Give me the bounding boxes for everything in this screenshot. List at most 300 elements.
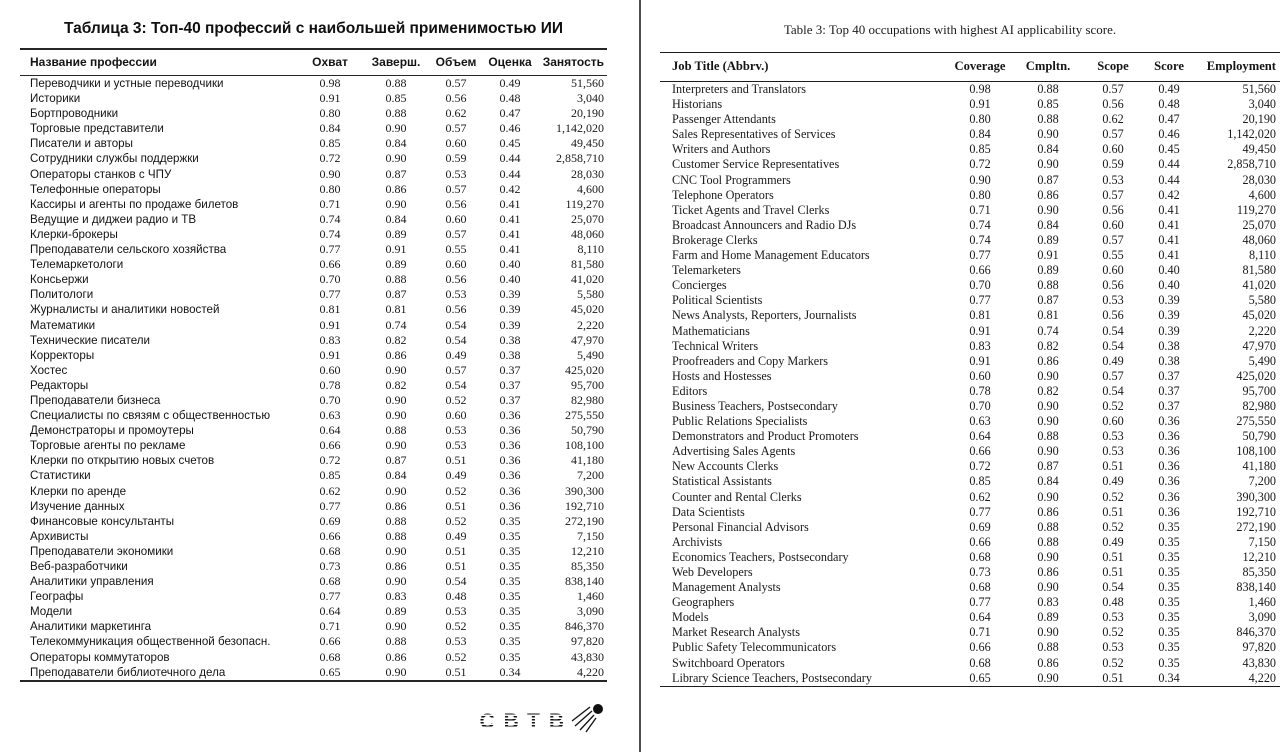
value-cell: 51,560 <box>1242 82 1276 96</box>
job-title-cell: Ticket Agents and Travel Clerks <box>672 202 830 217</box>
table-row <box>20 227 607 242</box>
job-title-cell: Historians <box>672 97 723 112</box>
value-cell: 0.84 <box>1037 142 1059 157</box>
table-row <box>660 369 1280 384</box>
value-cell: 0.72 <box>969 157 991 172</box>
value-cell: 0.85 <box>1037 97 1059 112</box>
value-cell: 0.60 <box>1102 142 1124 157</box>
value-cell: 0.82 <box>1037 383 1059 398</box>
job-title-cell: Торговые представители <box>30 122 164 136</box>
job-title-cell: Технические писатели <box>30 333 151 347</box>
table-row <box>660 640 1280 655</box>
table-row <box>20 302 607 317</box>
value-cell: 0.90 <box>1037 157 1059 172</box>
job-title-cell: Консьержи <box>30 273 89 287</box>
job-title-cell: Passenger Attendants <box>672 112 776 127</box>
value-cell: 0.88 <box>1037 112 1059 127</box>
job-title-cell: Географы <box>30 590 84 604</box>
value-cell: 12,210 <box>571 543 604 558</box>
value-cell: 0.86 <box>385 559 407 573</box>
value-cell: 0.66 <box>969 534 991 549</box>
table-row <box>20 423 607 438</box>
value-cell: 0.85 <box>969 474 991 489</box>
value-cell: 0.36 <box>1158 459 1180 474</box>
table-row <box>660 263 1280 278</box>
value-cell: 0.37 <box>499 392 521 407</box>
value-cell: 0.35 <box>499 559 521 573</box>
value-cell: 0.89 <box>385 257 407 272</box>
job-title-cell: Хостес <box>30 363 68 377</box>
job-title-cell: Market Research Analysts <box>672 625 800 640</box>
value-cell: 0.35 <box>1158 565 1180 579</box>
value-cell: 0.53 <box>445 166 467 181</box>
value-cell: 41,180 <box>1242 459 1276 474</box>
value-cell: 0.90 <box>1037 398 1059 413</box>
value-cell: 0.86 <box>385 181 407 196</box>
value-cell: 81,580 <box>1242 263 1276 278</box>
value-cell: 0.90 <box>385 151 407 166</box>
value-cell: 0.89 <box>1037 610 1059 625</box>
value-cell: 272,190 <box>565 513 604 528</box>
table-row <box>660 399 1280 414</box>
value-cell: 0.66 <box>319 528 341 543</box>
value-cell: 0.64 <box>969 429 991 444</box>
value-cell: 0.74 <box>385 317 407 332</box>
table-row <box>20 136 607 151</box>
table-row <box>20 348 607 363</box>
left-table <box>20 48 607 682</box>
value-cell: 0.89 <box>385 226 407 241</box>
value-cell: 0.35 <box>499 589 521 604</box>
value-cell: 0.45 <box>499 136 521 151</box>
value-cell: 4,600 <box>577 181 604 196</box>
value-cell: 0.88 <box>1037 640 1059 655</box>
right-column-header: Cmpltn. <box>1025 59 1071 73</box>
value-cell: 0.40 <box>1158 278 1180 293</box>
job-title-cell: Technical Writers <box>672 338 759 353</box>
table-row <box>660 233 1280 248</box>
job-title-cell: Клерки-брокеры <box>30 227 118 241</box>
table-row <box>660 324 1280 339</box>
value-cell: 0.87 <box>385 287 407 302</box>
value-cell: 0.98 <box>319 76 341 90</box>
value-cell: 0.72 <box>969 459 991 474</box>
table-row <box>660 203 1280 218</box>
right-table-title: Table 3: Top 40 occupations with highest AI applicability score. <box>783 22 1117 37</box>
value-cell: 50,790 <box>1242 429 1276 444</box>
table-row <box>20 665 607 681</box>
value-cell: 0.77 <box>319 589 341 604</box>
value-cell: 0.91 <box>969 323 991 338</box>
value-cell: 2,220 <box>577 317 604 332</box>
left-table-header-row <box>20 49 607 76</box>
value-cell: 81,580 <box>571 257 604 272</box>
value-cell: 0.84 <box>385 468 407 483</box>
job-title-cell: Редакторы <box>30 378 89 392</box>
value-cell: 0.35 <box>1158 625 1180 640</box>
value-cell: 0.53 <box>1102 429 1124 444</box>
value-cell: 0.90 <box>1037 625 1059 640</box>
value-cell: 0.35 <box>499 634 521 649</box>
value-cell: 0.35 <box>1158 580 1180 595</box>
value-cell: 0.48 <box>499 91 521 106</box>
value-cell: 0.84 <box>1037 217 1059 232</box>
table-row <box>20 499 607 514</box>
table-row <box>660 127 1280 142</box>
value-cell: 0.41 <box>499 242 521 257</box>
right-table-header-row <box>660 53 1280 82</box>
value-cell: 0.91 <box>1037 248 1059 263</box>
left-table-container <box>20 0 607 682</box>
value-cell: 0.34 <box>499 664 521 679</box>
job-title-cell: Архивисты <box>30 529 89 543</box>
value-cell: 82,980 <box>571 392 604 407</box>
value-cell: 0.56 <box>1102 308 1124 323</box>
job-title-cell: Преподаватели бизнеса <box>30 393 161 407</box>
job-title-cell: Library Science Teachers, Postsecondary <box>672 670 872 685</box>
value-cell: 0.91 <box>319 317 341 332</box>
value-cell: 0.53 <box>1102 610 1124 625</box>
value-cell: 3,040 <box>1248 97 1276 112</box>
table-row <box>20 151 607 166</box>
value-cell: 0.63 <box>319 408 341 423</box>
value-cell: 0.69 <box>969 519 991 534</box>
value-cell: 0.78 <box>319 377 341 392</box>
value-cell: 41,180 <box>571 453 604 468</box>
value-cell: 0.60 <box>1102 414 1124 429</box>
value-cell: 0.39 <box>1158 293 1180 308</box>
value-cell: 0.48 <box>445 589 467 604</box>
value-cell: 0.90 <box>385 619 407 634</box>
table-row <box>660 565 1280 580</box>
value-cell: 85,350 <box>1242 565 1276 579</box>
value-cell: 0.83 <box>385 589 407 604</box>
value-cell: 846,370 <box>1236 625 1276 640</box>
job-title-cell: Sales Representatives of Services <box>672 127 836 142</box>
value-cell: 5,490 <box>1248 353 1276 368</box>
left-panel <box>0 0 639 752</box>
value-cell: 0.85 <box>319 468 341 483</box>
value-cell: 0.49 <box>1102 474 1124 489</box>
table-row <box>660 173 1280 188</box>
value-cell: 0.36 <box>1158 489 1180 504</box>
value-cell: 0.44 <box>499 151 521 166</box>
value-cell: 8,110 <box>1249 248 1276 263</box>
value-cell: 0.90 <box>385 574 407 589</box>
table-row <box>660 580 1280 595</box>
value-cell: 275,550 <box>565 408 604 423</box>
value-cell: 0.53 <box>445 438 467 453</box>
value-cell: 43,830 <box>1242 655 1276 670</box>
value-cell: 0.77 <box>969 248 991 263</box>
value-cell: 0.36 <box>1158 474 1180 489</box>
value-cell: 0.90 <box>385 392 407 407</box>
value-cell: 0.80 <box>969 112 991 127</box>
value-cell: 4,220 <box>1248 670 1276 685</box>
value-cell: 0.71 <box>969 202 991 217</box>
value-cell: 5,580 <box>1248 293 1276 308</box>
value-cell: 0.38 <box>1158 338 1180 353</box>
value-cell: 0.60 <box>1102 217 1124 232</box>
value-cell: 3,040 <box>577 91 604 106</box>
value-cell: 0.68 <box>319 574 341 589</box>
job-title-cell: Демонстраторы и промоутеры <box>30 424 194 438</box>
value-cell: 0.37 <box>499 362 521 377</box>
value-cell: 0.68 <box>319 649 341 664</box>
value-cell: 1,460 <box>1248 595 1276 610</box>
value-cell: 0.72 <box>319 151 341 166</box>
job-title-cell: Economics Teachers, Postsecondary <box>672 549 849 564</box>
value-cell: 0.57 <box>1102 187 1124 202</box>
table-row <box>660 625 1280 640</box>
value-cell: 0.60 <box>445 211 467 226</box>
job-title-cell: Management Analysts <box>672 580 781 595</box>
value-cell: 0.86 <box>385 347 407 362</box>
value-cell: 0.36 <box>499 438 521 453</box>
value-cell: 25,070 <box>571 211 604 226</box>
table-row <box>660 97 1280 112</box>
value-cell: 0.84 <box>969 127 991 142</box>
value-cell: 0.52 <box>445 619 467 634</box>
job-title-cell: Операторы станков с ЧПУ <box>30 167 172 181</box>
value-cell: 0.83 <box>319 332 341 347</box>
value-cell: 0.36 <box>1158 414 1180 429</box>
value-cell: 28,030 <box>571 166 604 181</box>
job-title-cell: Public Relations Specialists <box>672 414 808 429</box>
value-cell: 0.84 <box>385 136 407 151</box>
value-cell: 0.65 <box>319 664 341 679</box>
job-title-cell: Преподаватели экономики <box>30 544 174 558</box>
value-cell: 0.68 <box>969 655 991 670</box>
job-title-cell: Broadcast Announcers and Radio DJs <box>672 217 857 232</box>
value-cell: 0.81 <box>1037 308 1059 323</box>
value-cell: 12,210 <box>1242 549 1276 564</box>
value-cell: 20,190 <box>571 106 604 121</box>
value-cell: 0.66 <box>969 444 991 459</box>
value-cell: 0.57 <box>1102 368 1124 383</box>
value-cell: 0.72 <box>319 453 341 468</box>
job-title-cell: Advertising Sales Agents <box>672 444 796 459</box>
table-row <box>20 287 607 302</box>
value-cell: 0.88 <box>1037 82 1059 96</box>
value-cell: 0.53 <box>445 287 467 302</box>
job-title-cell: Farm and Home Management Educators <box>672 248 870 263</box>
table-row <box>660 293 1280 308</box>
table-row <box>660 384 1280 399</box>
value-cell: 47,970 <box>1242 338 1276 353</box>
job-title-cell: Журналисты и аналитики новостей <box>30 303 220 317</box>
value-cell: 25,070 <box>1242 217 1276 232</box>
job-title-cell: Преподаватели библиотечного дела <box>30 665 226 679</box>
value-cell: 0.37 <box>1158 368 1180 383</box>
table-row <box>20 242 607 257</box>
value-cell: 0.37 <box>1158 383 1180 398</box>
value-cell: 0.54 <box>445 332 467 347</box>
value-cell: 0.81 <box>385 302 407 317</box>
value-cell: 119,270 <box>1236 202 1276 217</box>
job-title-cell: Изучение данных <box>30 499 125 513</box>
value-cell: 0.51 <box>445 453 467 468</box>
table-row <box>660 414 1280 429</box>
job-title-cell: Models <box>672 610 709 625</box>
value-cell: 0.87 <box>385 453 407 468</box>
value-cell: 0.41 <box>1158 232 1180 247</box>
value-cell: 0.70 <box>319 272 341 287</box>
value-cell: 2,858,710 <box>556 151 604 166</box>
value-cell: 41,020 <box>571 272 604 287</box>
value-cell: 0.54 <box>445 317 467 332</box>
table-row <box>20 408 607 423</box>
value-cell: 0.88 <box>385 513 407 528</box>
value-cell: 0.35 <box>499 649 521 664</box>
value-cell: 0.37 <box>1158 398 1180 413</box>
value-cell: 0.54 <box>1102 338 1124 353</box>
value-cell: 0.35 <box>499 513 521 528</box>
table-row <box>660 157 1280 172</box>
value-cell: 0.86 <box>1037 187 1059 202</box>
table-row <box>20 212 607 227</box>
value-cell: 0.65 <box>969 670 991 685</box>
left-column-header: Оценка <box>488 55 532 69</box>
table-row <box>660 188 1280 203</box>
value-cell: 0.52 <box>1102 519 1124 534</box>
value-cell: 48,060 <box>1242 232 1276 247</box>
job-title-cell: Statistical Assistants <box>672 474 772 489</box>
value-cell: 28,030 <box>1242 172 1276 187</box>
job-title-cell: Клерки по открытию новых счетов <box>30 454 215 468</box>
table-row <box>660 656 1280 671</box>
job-title-cell: Финансовые консультанты <box>30 514 175 528</box>
value-cell: 272,190 <box>1236 519 1276 534</box>
value-cell: 0.87 <box>1037 459 1059 474</box>
value-cell: 0.36 <box>1158 504 1180 519</box>
value-cell: 0.68 <box>969 580 991 595</box>
table-row <box>20 619 607 634</box>
value-cell: 0.90 <box>1037 444 1059 459</box>
table-row <box>20 363 607 378</box>
value-cell: 95,700 <box>1242 383 1276 398</box>
value-cell: 0.77 <box>319 498 341 513</box>
value-cell: 0.66 <box>969 640 991 655</box>
table-row <box>20 604 607 619</box>
table-row <box>20 650 607 665</box>
value-cell: 0.41 <box>1158 202 1180 217</box>
job-title-cell: Political Scientists <box>672 293 763 308</box>
value-cell: 0.84 <box>319 121 341 136</box>
value-cell: 5,490 <box>577 347 604 362</box>
value-cell: 0.74 <box>969 232 991 247</box>
value-cell: 0.49 <box>499 76 521 90</box>
table-row <box>20 514 607 529</box>
value-cell: 0.90 <box>1037 549 1059 564</box>
value-cell: 0.34 <box>1158 670 1180 685</box>
value-cell: 0.49 <box>1102 353 1124 368</box>
value-cell: 0.53 <box>1102 172 1124 187</box>
table-row <box>20 559 607 574</box>
value-cell: 49,450 <box>571 136 604 151</box>
value-cell: 0.88 <box>385 528 407 543</box>
value-cell: 0.88 <box>1037 429 1059 444</box>
value-cell: 0.51 <box>1102 670 1124 685</box>
value-cell: 0.77 <box>969 595 991 610</box>
value-cell: 0.36 <box>1158 444 1180 459</box>
value-cell: 50,790 <box>571 423 604 438</box>
job-title-cell: Ведущие и диджеи радио и ТВ <box>30 212 197 226</box>
value-cell: 0.60 <box>319 362 341 377</box>
value-cell: 0.60 <box>445 136 467 151</box>
value-cell: 0.89 <box>1037 263 1059 278</box>
value-cell: 1,142,020 <box>556 121 604 136</box>
value-cell: 43,830 <box>571 649 604 664</box>
value-cell: 0.81 <box>969 308 991 323</box>
value-cell: 0.44 <box>499 166 521 181</box>
value-cell: 0.35 <box>1158 640 1180 655</box>
value-cell: 0.77 <box>969 504 991 519</box>
table-row <box>20 393 607 408</box>
value-cell: 0.54 <box>445 377 467 392</box>
value-cell: 0.80 <box>969 187 991 202</box>
value-cell: 0.66 <box>969 263 991 278</box>
job-title-cell: Политологи <box>30 288 94 302</box>
table-row <box>20 544 607 559</box>
job-title-cell: Interpreters and Translators <box>672 82 807 96</box>
value-cell: 0.51 <box>1102 459 1124 474</box>
value-cell: 0.36 <box>499 468 521 483</box>
value-cell: 0.88 <box>385 76 407 90</box>
value-cell: 0.53 <box>445 604 467 619</box>
value-cell: 45,020 <box>1242 308 1276 323</box>
value-cell: 95,700 <box>571 377 604 392</box>
value-cell: 47,970 <box>571 332 604 347</box>
value-cell: 0.77 <box>319 242 341 257</box>
value-cell: 0.40 <box>499 257 521 272</box>
value-cell: 0.56 <box>445 196 467 211</box>
job-title-cell: Geographers <box>672 595 735 610</box>
value-cell: 0.57 <box>1102 127 1124 142</box>
job-title-cell: Преподаватели сельского хозяйства <box>30 243 227 257</box>
job-title-cell: Веб-разработчики <box>30 560 128 573</box>
value-cell: 0.49 <box>1158 82 1180 96</box>
table-row <box>20 634 607 649</box>
value-cell: 0.59 <box>1102 157 1124 172</box>
value-cell: 0.52 <box>1102 625 1124 640</box>
value-cell: 85,350 <box>571 559 604 573</box>
value-cell: 0.35 <box>1158 534 1180 549</box>
job-title-cell: Archivists <box>672 534 723 549</box>
value-cell: 0.54 <box>1102 580 1124 595</box>
job-title-cell: Hosts and Hostesses <box>672 368 772 383</box>
job-title-cell: Concierges <box>672 278 727 293</box>
job-title-cell: Корректоры <box>30 348 95 362</box>
value-cell: 0.98 <box>969 82 991 96</box>
job-title-cell: Demonstrators and Product Promoters <box>672 429 859 444</box>
value-cell: 0.86 <box>385 498 407 513</box>
value-cell: 0.73 <box>319 559 341 573</box>
job-title-cell: Операторы коммутаторов <box>30 650 170 664</box>
job-title-cell: Переводчики и устные переводчики <box>30 77 224 90</box>
table-row <box>660 339 1280 354</box>
job-title-cell: Специалисты по связям с общественностью <box>30 409 271 423</box>
value-cell: 0.84 <box>1037 474 1059 489</box>
value-cell: 0.52 <box>1102 655 1124 670</box>
value-cell: 192,710 <box>565 498 604 513</box>
right-column-header: Score <box>1154 59 1184 73</box>
value-cell: 0.56 <box>445 91 467 106</box>
value-cell: 0.46 <box>1158 127 1180 142</box>
value-cell: 0.41 <box>499 226 521 241</box>
value-cell: 0.88 <box>385 634 407 649</box>
value-cell: 0.41 <box>1158 248 1180 263</box>
